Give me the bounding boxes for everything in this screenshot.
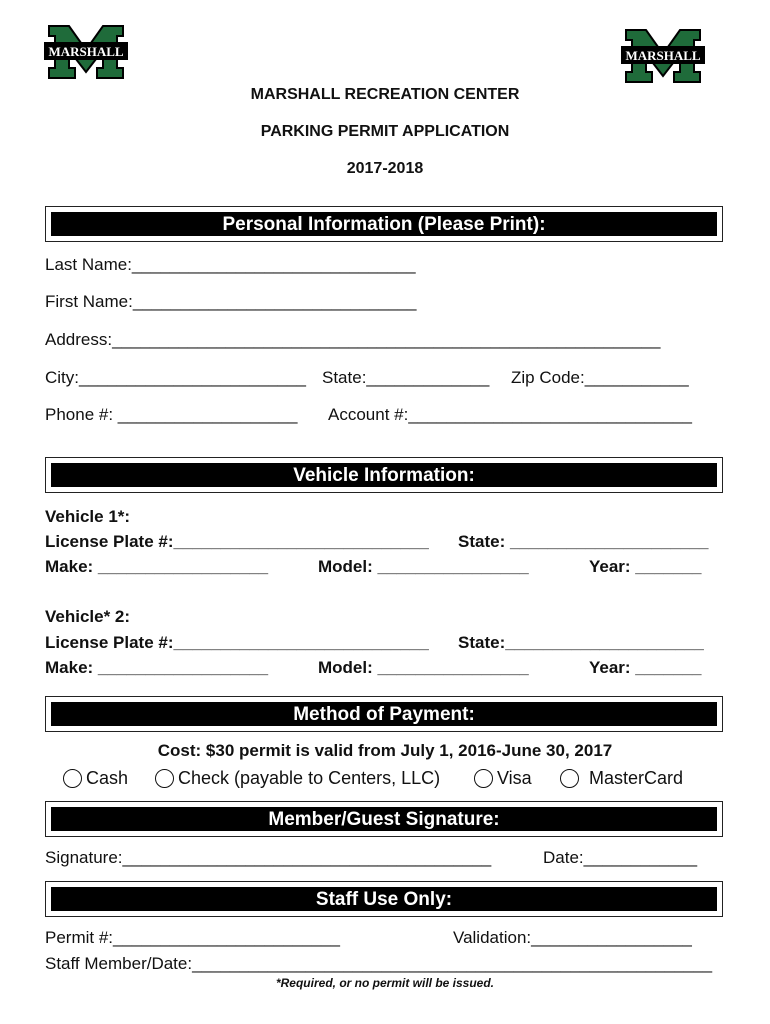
vehicle-1-label: Vehicle 1*:: [45, 507, 131, 526]
personal-section-header: [45, 206, 723, 242]
required-note: *Required, or no permit will be issued.: [275, 976, 495, 990]
radio-circle-icon[interactable]: [155, 769, 174, 788]
vehicle-2-state-field[interactable]: State:_____________________: [458, 633, 704, 652]
payment-option-label: Visa: [497, 767, 532, 788]
signature-section-header: [45, 801, 723, 837]
vehicle-1-make-field[interactable]: Make: __________________: [45, 557, 269, 576]
vehicle-1-year-field[interactable]: Year: _______: [589, 557, 702, 576]
personal-section-title: Personal Information (Please Print):: [51, 212, 717, 236]
phone-field[interactable]: Phone #: ___________________: [45, 405, 298, 424]
vehicle-2-model-field[interactable]: Model: ________________: [318, 658, 529, 677]
payment-option-visa[interactable]: [474, 766, 532, 790]
vehicle-2-plate-field[interactable]: License Plate #:___________________________: [45, 633, 429, 652]
payment-section-header: [45, 696, 723, 732]
vehicle-2-year-field[interactable]: Year: _______: [589, 658, 702, 677]
payment-option-mastercard[interactable]: [560, 766, 683, 790]
cost-text: Cost: $30 permit is valid from July 1, 2016-June 30, 2017: [157, 741, 613, 760]
logo-text: MARSHALL: [625, 48, 701, 63]
vehicle-2-label: Vehicle* 2:: [45, 607, 131, 626]
payment-option-label: MasterCard: [589, 767, 684, 788]
marshall-logo-right: [620, 26, 706, 84]
signature-field[interactable]: Signature:_______________________________________: [45, 848, 492, 867]
header-title: MARSHALL RECREATION CENTER: [250, 86, 520, 103]
vehicle-section-title: Vehicle Information:: [51, 463, 717, 487]
vehicle-section-header: [45, 457, 723, 493]
city-field[interactable]: City:________________________: [45, 368, 306, 387]
zip-code-field[interactable]: Zip Code:___________: [511, 368, 689, 387]
address-field[interactable]: Address:__________________________________________________________: [45, 330, 661, 349]
last-name-field[interactable]: Last Name:______________________________: [45, 255, 416, 274]
vehicle-2-make-field[interactable]: Make: __________________: [45, 658, 269, 677]
first-name-field[interactable]: First Name:______________________________: [45, 292, 417, 311]
validation-field[interactable]: Validation:_________________: [453, 928, 692, 947]
account-field[interactable]: Account #:______________________________: [328, 405, 692, 424]
radio-circle-icon[interactable]: [474, 769, 493, 788]
radio-circle-icon[interactable]: [560, 769, 579, 788]
staff-section-title: Staff Use Only:: [51, 887, 717, 911]
payment-option-label: Cash: [86, 767, 129, 788]
staff-member-date-field[interactable]: Staff Member/Date:_______________________________________________________: [45, 954, 713, 973]
signature-section-title: Member/Guest Signature:: [51, 807, 717, 831]
staff-section-header: [45, 881, 723, 917]
marshall-logo-left: [43, 22, 129, 80]
payment-option-check[interactable]: [155, 766, 440, 790]
vehicle-1-state-field[interactable]: State: _____________________: [458, 532, 709, 551]
signature-date-field[interactable]: Date:____________: [543, 848, 698, 867]
logo-text: MARSHALL: [48, 44, 124, 59]
header-subtitle: PARKING PERMIT APPLICATION: [260, 123, 510, 140]
payment-option-cash[interactable]: [63, 766, 128, 790]
vehicle-1-model-field[interactable]: Model: ________________: [318, 557, 529, 576]
payment-option-label: Check (payable to Centers, LLC): [178, 767, 441, 788]
permit-number-field[interactable]: Permit #:________________________: [45, 928, 340, 947]
state-field[interactable]: State:_____________: [322, 368, 490, 387]
payment-section-title: Method of Payment:: [51, 702, 717, 726]
vehicle-1-plate-field[interactable]: License Plate #:___________________________: [45, 532, 429, 551]
header-year: 2017-2018: [346, 160, 424, 177]
radio-circle-icon[interactable]: [63, 769, 82, 788]
